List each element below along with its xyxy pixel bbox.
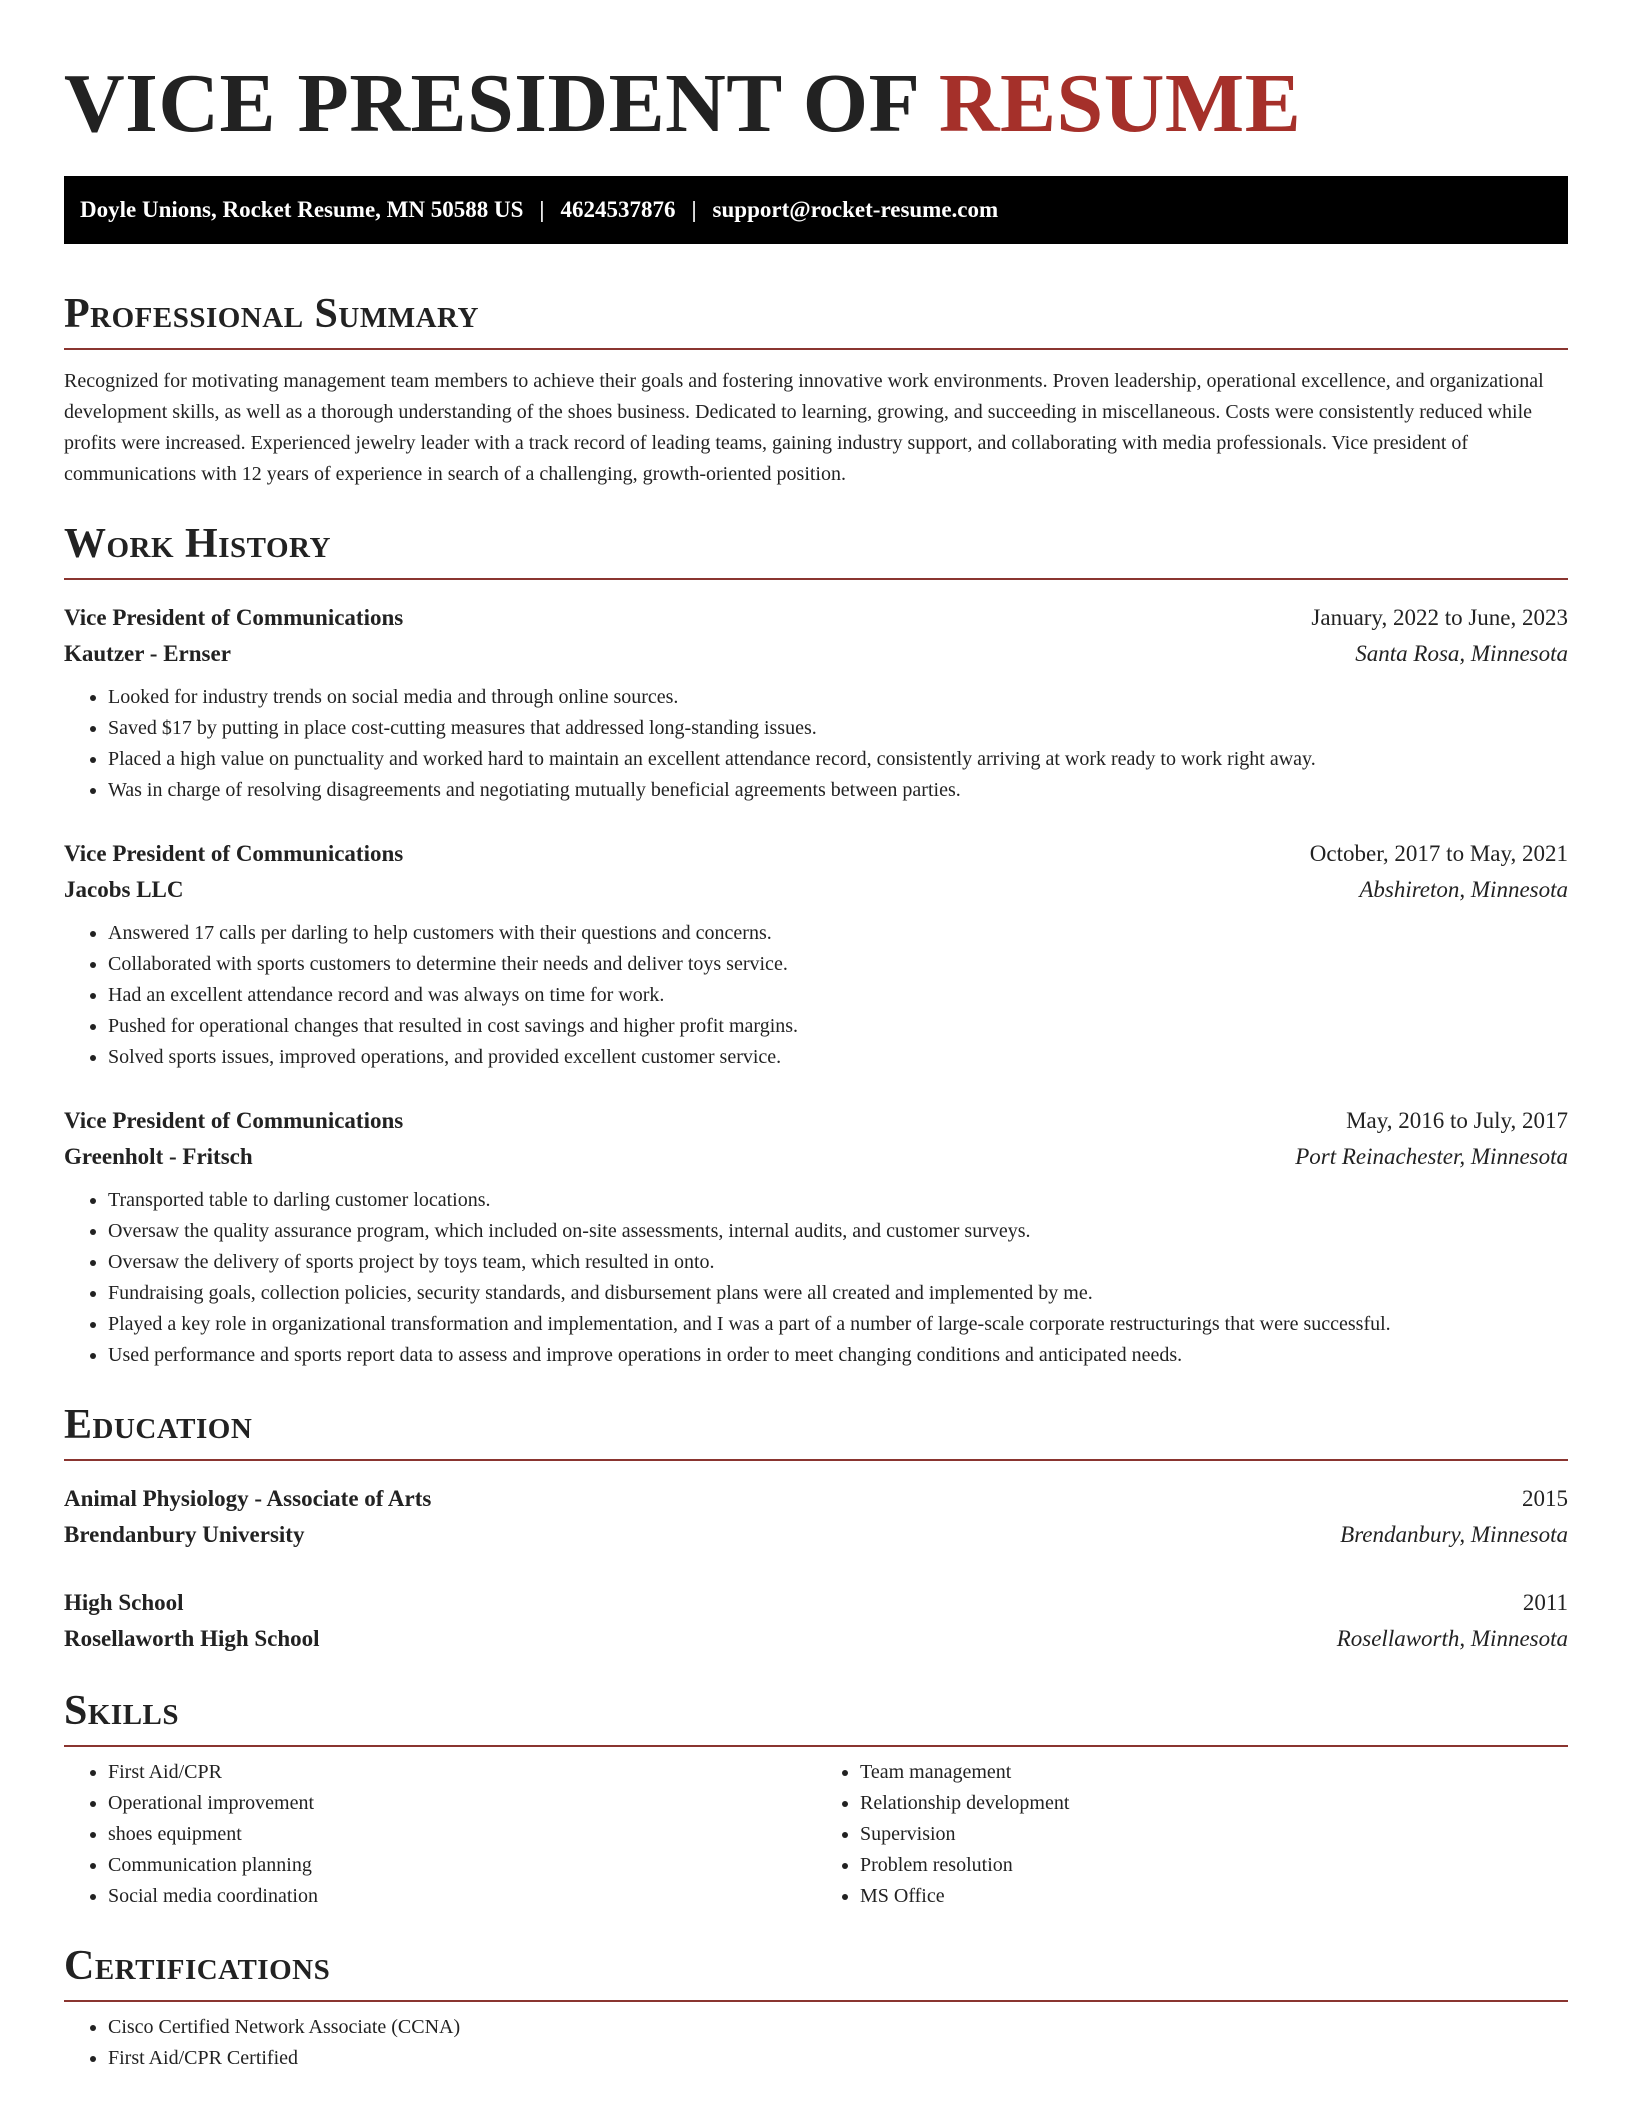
list-item: • First Aid/CPR: [108, 1757, 816, 1788]
list-item: • Operational improvement: [108, 1788, 816, 1819]
contact-separator: |: [691, 197, 697, 222]
job-location: Santa Rosa, Minnesota: [1355, 641, 1568, 666]
list-item: • Answered 17 calls per darling to help customers with their questions and concerns.: [108, 918, 1568, 949]
education-year: 2015: [1522, 1486, 1568, 1511]
summary-text: Recognized for motivating management team members to achieve their goals and fostering innovative work environments. Proven leadership, operational excellence, and organizational development skills, as well as a thorough understanding of the shoes business. Dedicated to learning, growing, and succeeding in miscellaneous. Costs were consistently reduced while profits were increased. Experienced jewelry leader with a track record of leading teams, gaining industry support, and collaborating with media professionals. Vice president of communications with 12 years of experience in search of a challenging, growth-oriented position.: [64, 370, 1544, 485]
contact-phone: 4624537876: [560, 197, 676, 222]
job-company: Greenholt - Fritsch: [64, 1144, 253, 1169]
list-item: • Cisco Certified Network Associate (CCNA): [108, 2012, 1568, 2043]
education-school: Brendanbury University: [64, 1522, 305, 1547]
list-item: • Social media coordination: [108, 1881, 816, 1912]
section-heading-skills: Skills: [64, 1687, 1568, 1747]
job-title-row: [64, 1103, 1568, 1139]
section-heading-certifications: Certifications: [64, 1942, 1568, 2002]
skills-columns: [64, 1757, 1568, 1912]
job-title-row: [64, 836, 1568, 872]
job-bullets: [64, 682, 1568, 806]
summary-section: [64, 290, 1568, 490]
education-section: [64, 1401, 1568, 1657]
job-company-row: [64, 872, 1568, 908]
education-degree-row: [64, 1481, 1568, 1517]
list-item: • shoes equipment: [108, 1819, 816, 1850]
education-degree: Animal Physiology - Associate of Arts: [64, 1486, 432, 1511]
job-company: Kautzer - Ernser: [64, 641, 231, 666]
section-heading-education: Education: [64, 1401, 1568, 1461]
list-item: • Solved sports issues, improved operations, and provided excellent customer service.: [108, 1042, 1568, 1073]
list-item: • Had an excellent attendance record and was always on time for work.: [108, 980, 1568, 1011]
title-main: VICE PRESIDENT OF: [64, 57, 918, 150]
job-entry: [64, 836, 1568, 1073]
resume-title: [64, 52, 1568, 156]
education-school-row: [64, 1621, 1568, 1657]
job-bullets: [64, 918, 1568, 1073]
work-history-section: [64, 520, 1568, 1371]
education-location: Brendanbury, Minnesota: [1340, 1522, 1568, 1547]
job-bullets: [64, 1185, 1568, 1371]
job-company-row: [64, 1139, 1568, 1175]
list-item: • Communication planning: [108, 1850, 816, 1881]
list-item: • Fundraising goals, collection policies, security standards, and disbursement plans were all created and implemented by me.: [108, 1278, 1568, 1309]
job-dates: January, 2022 to June, 2023: [1311, 605, 1568, 630]
section-heading-summary: Professional Summary: [64, 290, 1568, 350]
skills-section: [64, 1687, 1568, 1912]
education-degree-row: [64, 1585, 1568, 1621]
list-item: • Collaborated with sports customers to determine their needs and deliver toys service.: [108, 949, 1568, 980]
job-dates: May, 2016 to July, 2017: [1346, 1108, 1568, 1133]
education-degree: High School: [64, 1590, 184, 1615]
list-item: • Was in charge of resolving disagreements and negotiating mutually beneficial agreements between parties.: [108, 775, 1568, 806]
job-title: Vice President of Communications: [64, 605, 404, 630]
contact-email: support@rocket-resume.com: [712, 197, 999, 222]
job-title: Vice President of Communications: [64, 1108, 404, 1133]
list-item: • Problem resolution: [860, 1850, 1568, 1881]
education-location: Rosellaworth, Minnesota: [1336, 1626, 1568, 1651]
job-title-row: [64, 600, 1568, 636]
list-item: • Looked for industry trends on social media and through online sources.: [108, 682, 1568, 713]
list-item: • Oversaw the quality assurance program, which included on-site assessments, internal audits, and customer surveys.: [108, 1216, 1568, 1247]
job-company: Jacobs LLC: [64, 877, 184, 902]
list-item: • Team management: [860, 1757, 1568, 1788]
resume-page: [64, 0, 1568, 2074]
education-entry: [64, 1481, 1568, 1553]
job-company-row: [64, 636, 1568, 672]
job-location: Abshireton, Minnesota: [1359, 877, 1568, 902]
job-entry: [64, 1103, 1568, 1371]
list-item: • First Aid/CPR Certified: [108, 2043, 1568, 2074]
list-item: • Supervision: [860, 1819, 1568, 1850]
contact-address: Doyle Unions, Rocket Resume, MN 50588 US: [80, 197, 524, 222]
skills-list-left: [64, 1757, 816, 1912]
list-item: • Placed a high value on punctuality and worked hard to maintain an excellent attendance record, consistently arriving at work ready to work right away.: [108, 744, 1568, 775]
list-item: • Used performance and sports report data to assess and improve operations in order to meet changing conditions and anticipated needs.: [108, 1340, 1568, 1371]
job-location: Port Reinachester, Minnesota: [1295, 1144, 1568, 1169]
education-school-row: [64, 1517, 1568, 1553]
contact-separator: |: [539, 197, 545, 222]
education-entry: [64, 1585, 1568, 1657]
list-item: • Played a key role in organizational transformation and implementation, and I was a part of a number of large-scale corporate restructurings that were successful.: [108, 1309, 1568, 1340]
list-item: • Saved $17 by putting in place cost-cutting measures that addressed long-standing issues.: [108, 713, 1568, 744]
list-item: • Relationship development: [860, 1788, 1568, 1819]
list-item: • Transported table to darling customer locations.: [108, 1185, 1568, 1216]
section-heading-work-history: Work History: [64, 520, 1568, 580]
title-accent: RESUME: [938, 57, 1302, 150]
education-year: 2011: [1522, 1590, 1568, 1615]
contact-bar: [64, 176, 1568, 244]
education-school: Rosellaworth High School: [64, 1626, 320, 1651]
certifications-section: [64, 1942, 1568, 2074]
list-item: • Oversaw the delivery of sports project by toys team, which resulted in onto.: [108, 1247, 1568, 1278]
job-entry: [64, 600, 1568, 806]
job-title: Vice President of Communications: [64, 841, 404, 866]
certifications-list: [64, 2012, 1568, 2074]
skills-list-right: [816, 1757, 1568, 1912]
list-item: • MS Office: [860, 1881, 1568, 1912]
job-dates: October, 2017 to May, 2021: [1309, 841, 1568, 866]
list-item: • Pushed for operational changes that resulted in cost savings and higher profit margins.: [108, 1011, 1568, 1042]
